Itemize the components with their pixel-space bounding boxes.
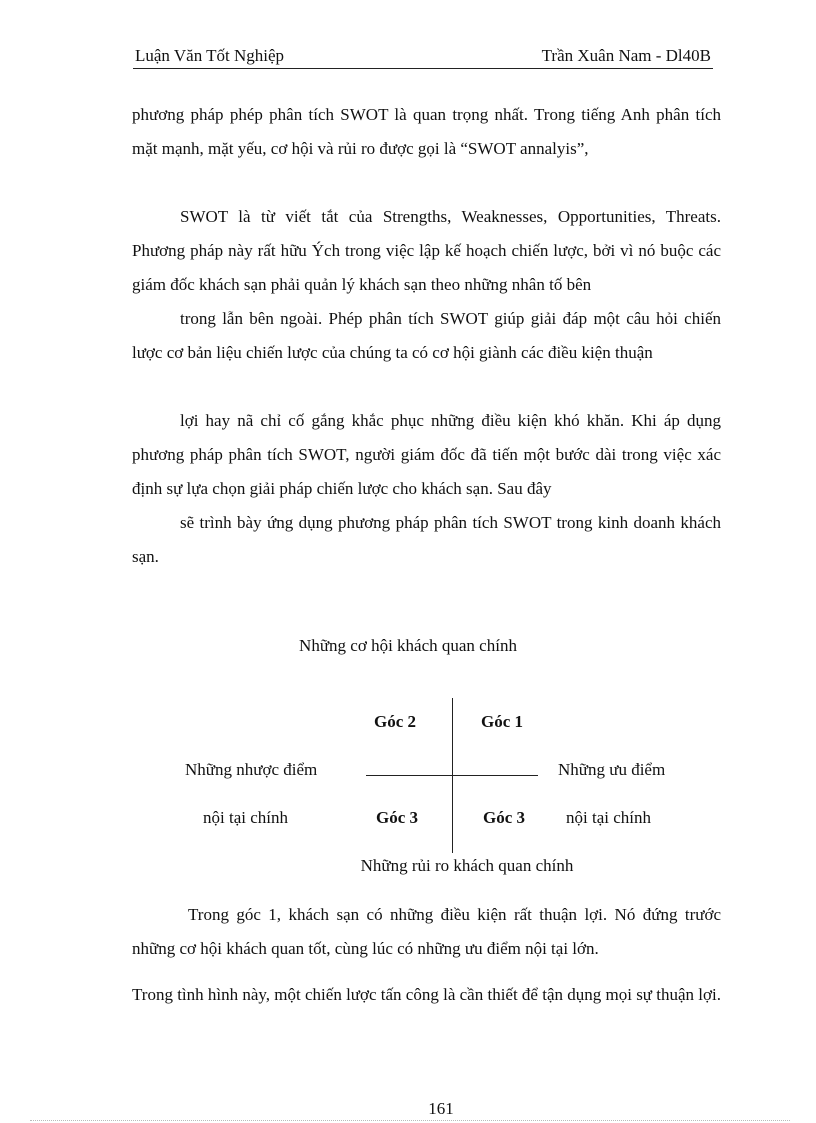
paragraph-2: SWOT là từ viết tắt của Strengths, Weaknesses, Opportunities, Threats. Phương pháp này rất hữu Ých trong việc lập kế hoạch chiến lược, bởi vì nó buộc các giám đốc khách sạn phải quản lý khách sạn theo những nhân tố bên <box>132 207 721 294</box>
strengths-sublabel: nội tại chính <box>566 808 651 827</box>
page-number: 161 <box>428 1099 454 1118</box>
diagram-bottom-label: Những rủi ro khách quan chính <box>360 856 574 875</box>
strengths-label: Những ưu điểm <box>558 760 666 779</box>
corner-1-label: Góc 1 <box>481 712 524 731</box>
diagram-top-label: Những cơ hội khách quan chính <box>299 636 517 655</box>
corner-2-label: Góc 2 <box>374 712 417 731</box>
corner-3-left-label: Góc 3 <box>376 808 419 827</box>
diagram-horizontal-axis <box>366 775 538 776</box>
page-header <box>133 46 713 69</box>
header-author: Trần Xuân Nam - Dl40B <box>541 46 711 65</box>
header-title: Luận Văn Tốt Nghiệp <box>135 46 285 65</box>
paragraph-7: Trong tình hình này, một chiến lược tấn công là cần thiết để tận dụng mọi sự thuận lợi. <box>132 985 721 1004</box>
weaknesses-sublabel: nội tại chính <box>203 808 288 827</box>
corner-3-right-label: Góc 3 <box>483 808 526 827</box>
footer-divider <box>30 1120 790 1121</box>
weaknesses-label: Những nhược điểm <box>185 760 318 779</box>
paragraph-5: sẽ trình bày ứng dụng phương pháp phân tích SWOT trong kinh doanh khách sạn. <box>132 513 721 566</box>
paragraph-4: lợi hay nã chỉ cố gắng khắc phục những điều kiện khó khăn. Khi áp dụng phương pháp phân tích SWOT, người giám đốc đã tiến một bước dài trong việc xác định sự lựa chọn giải pháp chiến lược cho khách sạn. Sau đây <box>132 411 721 498</box>
paragraph-6: Trong góc 1, khách sạn có những điều kiện rất thuận lợi. Nó đứng trước những cơ hội khách quan tốt, cùng lúc có những ưu điểm nội tại lớn. <box>132 905 721 958</box>
paragraph-1: phương pháp phép phân tích SWOT là quan trọng nhất. Trong tiếng Anh phân tích mặt mạnh, mặt yếu, cơ hội và rủi ro được gọi là “SWOT annalyis”, <box>132 105 721 158</box>
paragraph-3: trong lẫn bên ngoài. Phép phân tích SWOT giúp giải đáp một câu hỏi chiến lược cơ bản liệu chiến lược của chúng ta có cơ hội giành các điều kiện thuận <box>132 309 721 362</box>
